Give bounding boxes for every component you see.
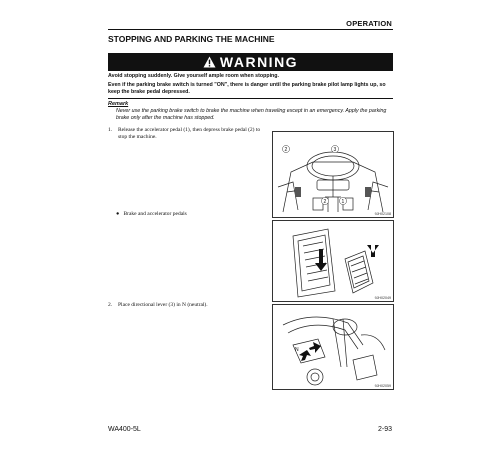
bullet-text: Brake and accelerator pedals [123,211,187,217]
figure-code: 9JH02059 [374,384,391,388]
remark-heading: Remark [108,101,129,107]
figure-code: 9JH02108 [374,212,391,216]
footer-model: WA400-5L [108,426,141,433]
warning-rule [108,98,393,99]
callout-2: 2 [284,146,288,153]
header-rule [108,29,393,30]
bullet-item [116,211,187,217]
figure-directional-lever [272,304,394,390]
bullet-dot: ● [116,211,124,217]
figure-code: 9JH02049 [374,296,391,300]
figure-pedals [272,220,394,302]
step-text: Release the accelerator pedal (1), then depress brake pedal (2) to stop the machine. [118,127,261,140]
page-title: STOPPING AND PARKING THE MACHINE [108,34,275,44]
warning-banner [108,53,393,71]
dashboard-illustration [273,132,393,217]
warning-line-1: Avoid stopping suddenly. Give yourself ample room when stopping. [108,73,279,79]
step-number: 2. [108,302,113,308]
footer-page-number: 2-93 [377,426,392,433]
section-label: OPERATION [346,19,392,28]
pedals-illustration [273,221,393,301]
callout-n: N [295,347,299,353]
figure-dashboard [272,131,394,218]
step-number: 1. [108,127,113,133]
callout-1: 1 [341,198,345,205]
warning-line-2: Even if the parking brake switch is turned "ON", there is danger until the parking brake pilot lamp lights up, so keep the brake pedal depressed. [108,82,386,95]
remark-text: Never use the parking brake switch to brake the machine when traveling except in an emergency. Apply the parking brake only after the machine has stopped. [116,108,387,121]
callout-3: 3 [333,146,337,153]
warning-label: WARNING [219,54,299,70]
callout-2b: 2 [323,198,327,205]
lever-illustration [273,305,393,389]
warning-triangle-icon [203,56,216,68]
step-text: Place directional lever (3) in N (neutral). [118,302,208,308]
